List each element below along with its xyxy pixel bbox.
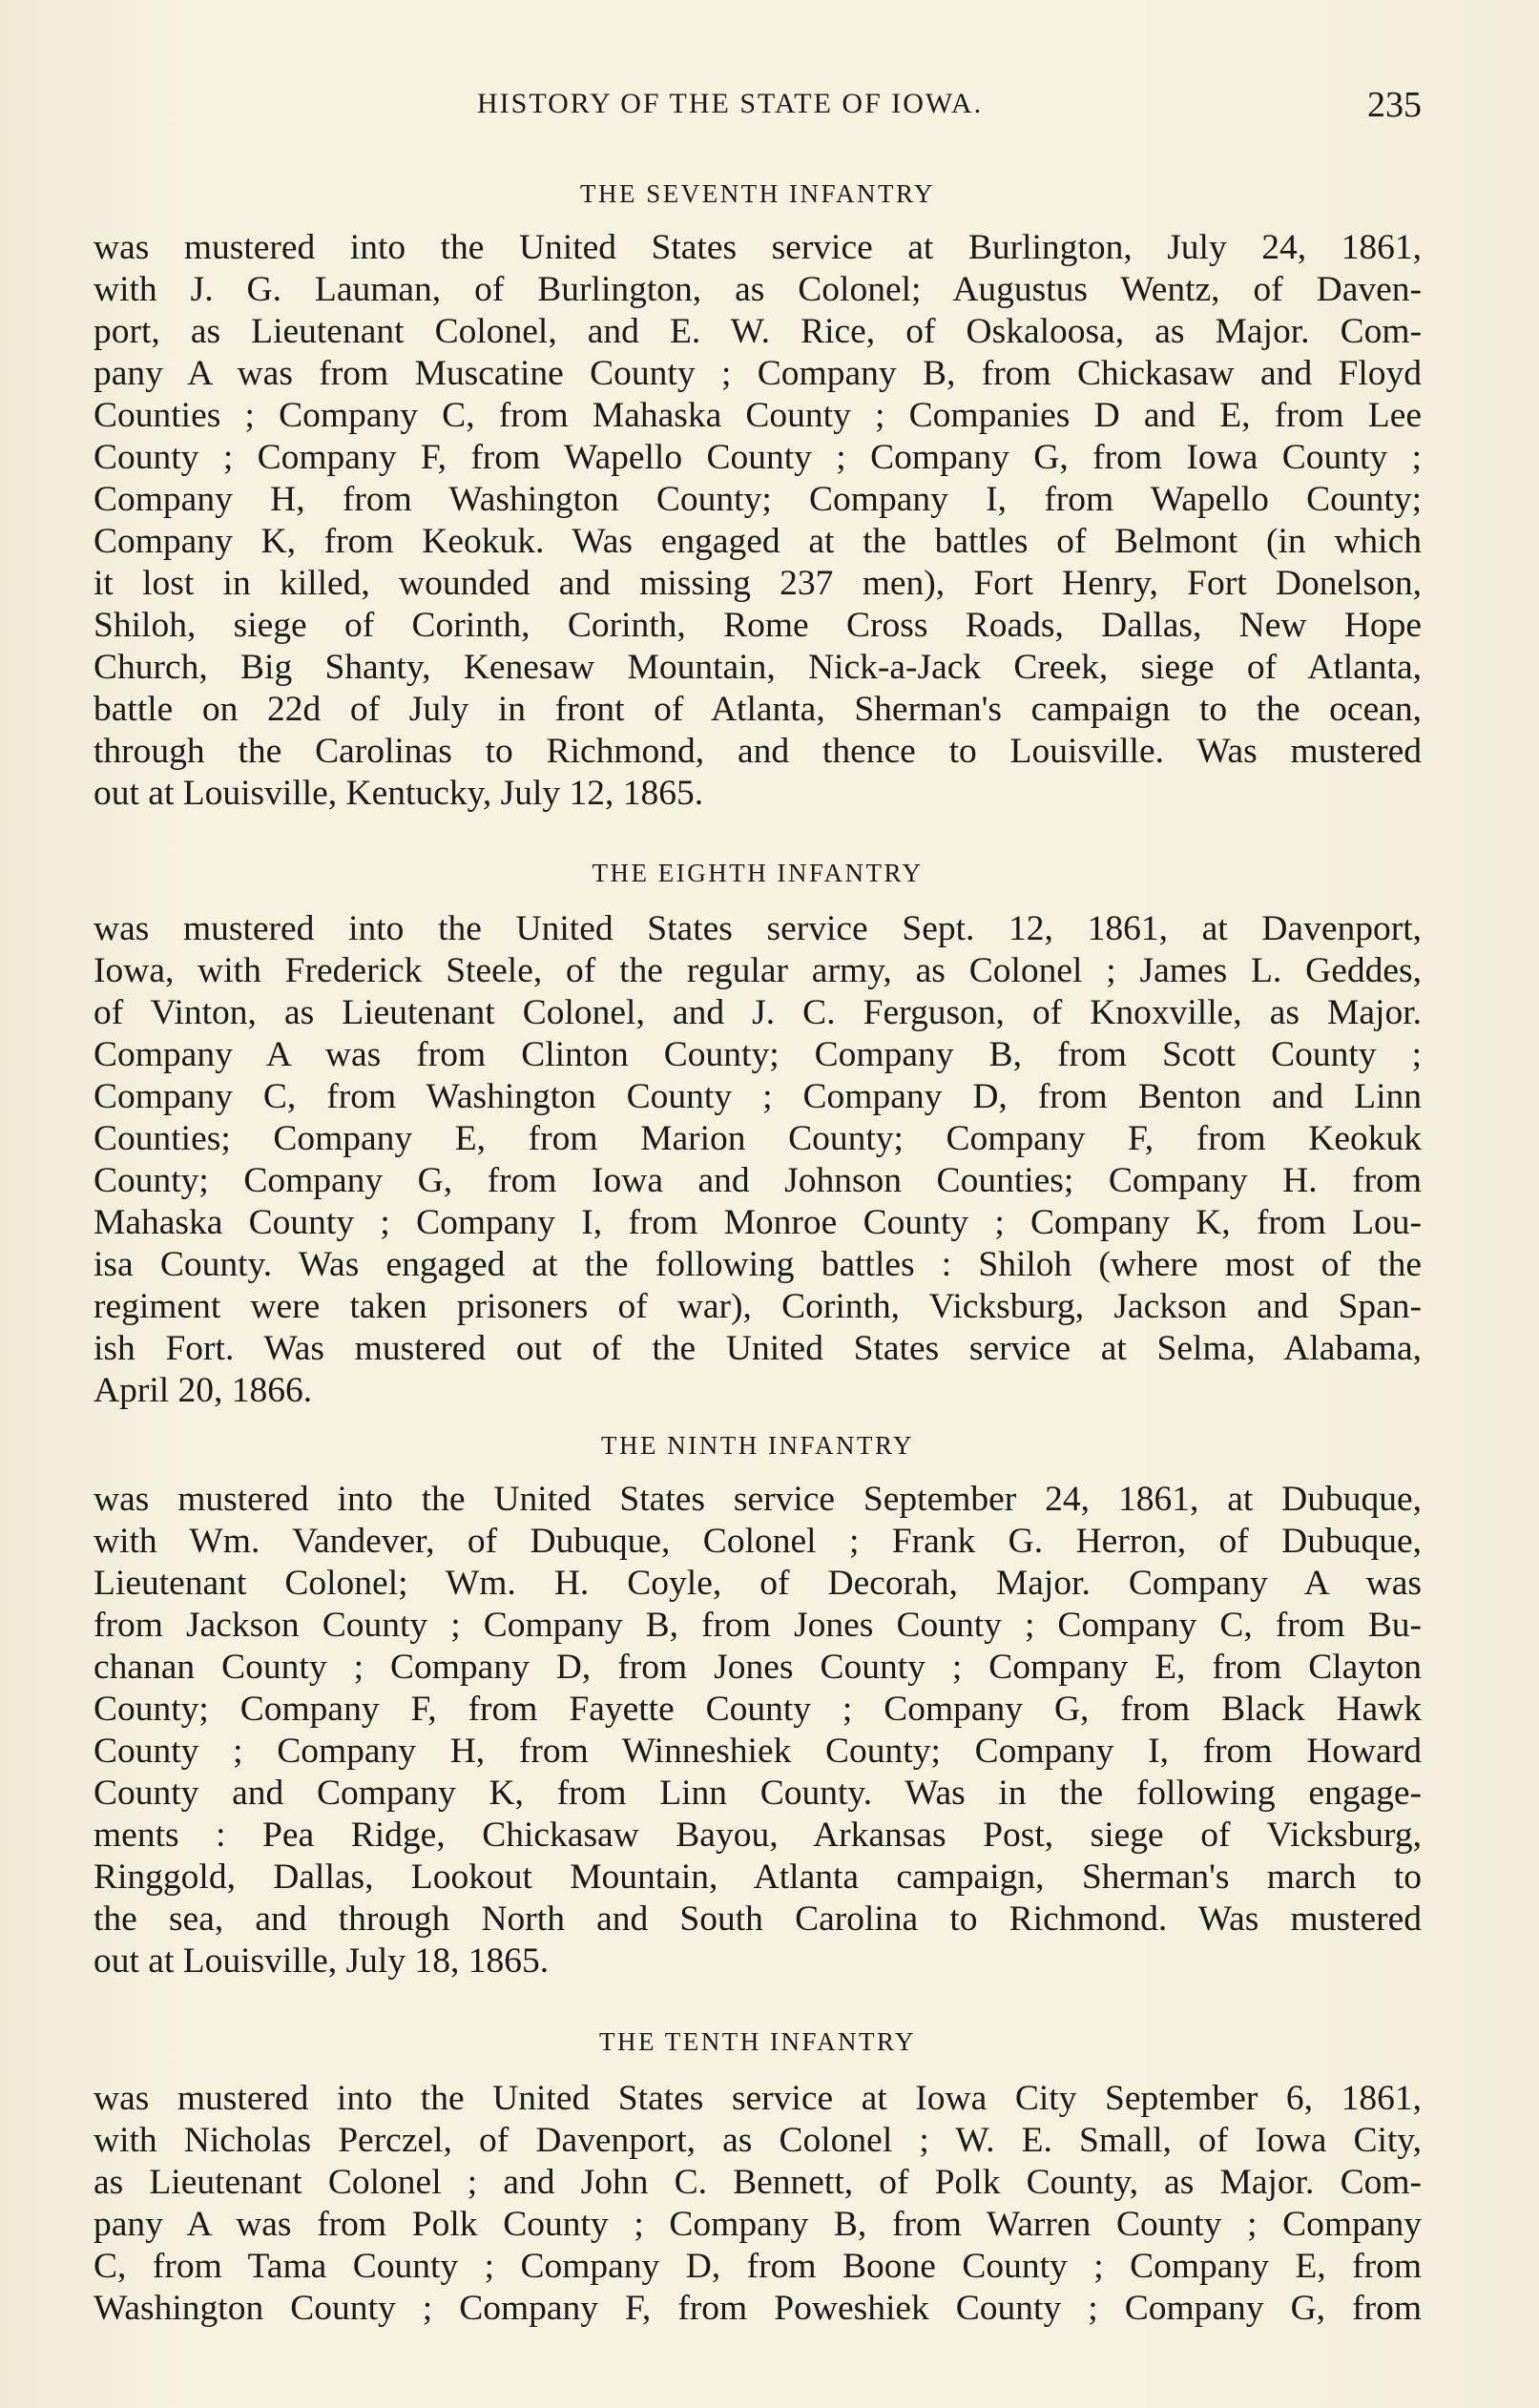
body-line: Company H, from Washington County; Company I, from Wapello County;: [94, 480, 1422, 519]
body-line: from Jackson County ; Company B, from Jones County ; Company C, from Bu-: [94, 1606, 1422, 1645]
body-line: County and Company K, from Linn County. Was in the following engage-: [94, 1774, 1422, 1813]
body-line: the sea, and through North and South Carolina to Richmond. Was mustered: [94, 1899, 1422, 1939]
body-line: out at Louisville, July 18, 1865.: [94, 1941, 550, 1981]
body-line: Mahaska County ; Company I, from Monroe County ; Company K, from Lou-: [94, 1203, 1422, 1242]
body-line: pany A was from Polk County ; Company B, from Warren County ; Company: [94, 2205, 1422, 2244]
body-line: Counties; Company E, from Marion County; Company F, from Keokuk: [94, 1119, 1422, 1158]
body-line: Shiloh, siege of Corinth, Corinth, Rome Cross Roads, Dallas, New Hope: [94, 606, 1422, 645]
body-line: it lost in killed, wounded and missing 237 men), Fort Henry, Fort Donelson,: [94, 564, 1422, 603]
body-line: ments : Pea Ridge, Chickasaw Bayou, Arkansas Post, siege of Vicksburg,: [94, 1816, 1422, 1855]
page-number: 235: [1367, 85, 1422, 125]
body-line: County; Company G, from Iowa and Johnson Counties; Company H. from: [94, 1161, 1422, 1200]
body-line: battle on 22d of July in front of Atlanta, Sherman's campaign to the ocean,: [94, 690, 1422, 729]
body-line: April 20, 1866.: [94, 1371, 313, 1410]
section-body-ninth-infantry: [94, 1479, 1422, 1982]
section-body-eighth-infantry: [94, 908, 1422, 1412]
body-line: regiment were taken prisoners of war), Corinth, Vicksburg, Jackson and Span-: [94, 1287, 1422, 1326]
body-line: ish Fort. Was mustered out of the United States service at Selma, Alabama,: [94, 1329, 1422, 1368]
running-header: [94, 84, 1422, 132]
section-body-tenth-infantry: [94, 2078, 1422, 2330]
body-line: was mustered into the United States service at Burlington, July 24, 1861,: [94, 228, 1422, 267]
body-line: Washington County ; Company F, from Poweshiek County ; Company G, from: [94, 2289, 1422, 2328]
body-line: chanan County ; Company D, from Jones County ; Company E, from Clayton: [94, 1648, 1422, 1687]
running-title: HISTORY OF THE STATE OF IOWA.: [477, 88, 984, 119]
body-line: port, as Lieutenant Colonel, and E. W. Rice, of Oskaloosa, as Major. Com-: [94, 312, 1422, 351]
body-line: C, from Tama County ; Company D, from Boone County ; Company E, from: [94, 2247, 1422, 2286]
body-line: with J. G. Lauman, of Burlington, as Colonel; Augustus Wentz, of Daven-: [94, 270, 1422, 309]
body-line: with Nicholas Perczel, of Davenport, as Colonel ; W. E. Small, of Iowa City,: [94, 2121, 1422, 2160]
body-line: Lieutenant Colonel; Wm. H. Coyle, of Decorah, Major. Company A was: [94, 1564, 1422, 1603]
body-line: Company A was from Clinton County; Company B, from Scott County ;: [94, 1035, 1422, 1074]
section-body-seventh-infantry: [94, 227, 1422, 815]
body-line: out at Louisville, Kentucky, July 12, 1865.: [94, 774, 704, 813]
body-line: as Lieutenant Colonel ; and John C. Bennett, of Polk County, as Major. Com-: [94, 2163, 1422, 2202]
body-line: Ringgold, Dallas, Lookout Mountain, Atlanta campaign, Sherman's march to: [94, 1858, 1422, 1897]
body-line: Counties ; Company C, from Mahaska County ; Companies D and E, from Lee: [94, 396, 1422, 435]
body-line: Company C, from Washington County ; Company D, from Benton and Linn: [94, 1077, 1422, 1116]
body-line: Iowa, with Frederick Steele, of the regular army, as Colonel ; James L. Geddes,: [94, 951, 1422, 990]
body-line: County ; Company F, from Wapello County ; Company G, from Iowa County ;: [94, 438, 1422, 477]
body-line: of Vinton, as Lieutenant Colonel, and J. C. Ferguson, of Knoxville, as Major.: [94, 993, 1422, 1032]
body-line: County ; Company H, from Winneshiek County; Company I, from Howard: [94, 1732, 1422, 1771]
body-line: was mustered into the United States service September 24, 1861, at Dubuque,: [94, 1480, 1422, 1519]
section-heading-ninth-infantry: THE NINTH INFANTRY: [601, 1431, 914, 1460]
body-line: Church, Big Shanty, Kenesaw Mountain, Nick-a-Jack Creek, siege of Atlanta,: [94, 648, 1422, 687]
body-line: County; Company F, from Fayette County ; Company G, from Black Hawk: [94, 1690, 1422, 1729]
section-heading-eighth-infantry: THE EIGHTH INFANTRY: [592, 859, 924, 887]
body-line: with Wm. Vandever, of Dubuque, Colonel ; Frank G. Herron, of Dubuque,: [94, 1522, 1422, 1561]
body-line: was mustered into the United States service Sept. 12, 1861, at Davenport,: [94, 909, 1422, 948]
body-line: isa County. Was engaged at the following battles : Shiloh (where most of the: [94, 1245, 1422, 1284]
body-line: through the Carolinas to Richmond, and thence to Louisville. Was mustered: [94, 732, 1422, 771]
section-heading-seventh-infantry: THE SEVENTH INFANTRY: [580, 179, 935, 208]
body-line: Company K, from Keokuk. Was engaged at the battles of Belmont (in which: [94, 522, 1422, 561]
body-line: pany A was from Muscatine County ; Company B, from Chickasaw and Floyd: [94, 354, 1422, 393]
body-line: was mustered into the United States service at Iowa City September 6, 1861,: [94, 2079, 1422, 2118]
section-heading-tenth-infantry: THE TENTH INFANTRY: [599, 2027, 916, 2056]
